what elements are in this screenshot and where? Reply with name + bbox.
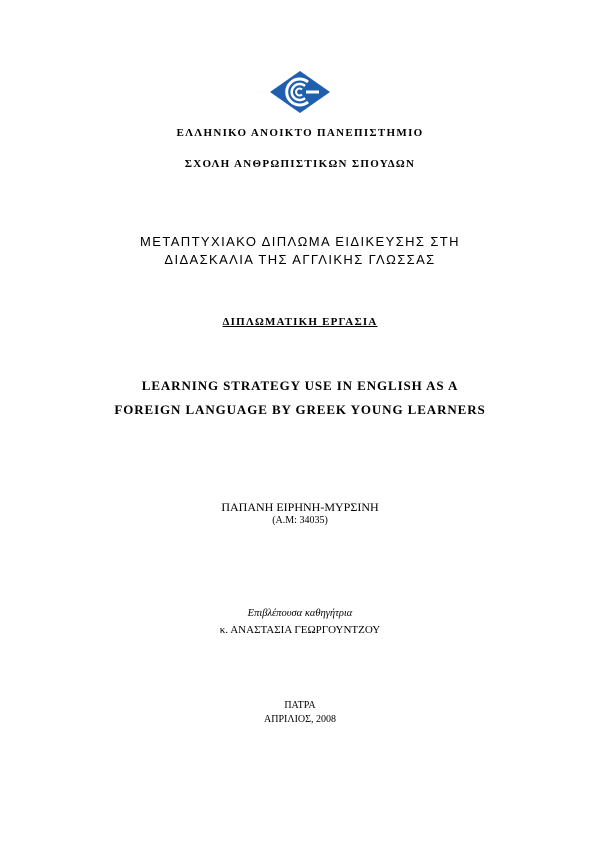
university-name: ΕΛΛΗΝΙΚΟ ΑΝΟΙΚΤΟ ΠΑΝΕΠΙΣΤΗΜΙΟ bbox=[176, 127, 424, 139]
submission-date: ΑΠΡΙΛΙΟΣ, 2008 bbox=[264, 714, 336, 725]
author-name: ΠΑΠΑΝΗ ΕΙΡΗΝΗ-ΜΥΡΣΙΝΗ bbox=[221, 500, 379, 514]
student-id: (Α.Μ: 34035) bbox=[272, 515, 328, 526]
program-title-line-2: ΔΙΔΑΣΚΑΛΙΑ ΤΗΣ ΑΓΓΛΙΚΗΣ ΓΛΩΣΣΑΣ bbox=[164, 252, 436, 267]
supervisor-role: Επιβλέπουσα καθηγήτρια bbox=[247, 608, 353, 619]
city: ΠΑΤΡΑ bbox=[284, 700, 316, 711]
supervisor-name: κ. ΑΝΑΣΤΑΣΙΑ ΓΕΩΡΓΟΥΝΤΖΟΥ bbox=[219, 624, 381, 636]
thesis-type: ΔΙΠΛΩΜΑΤΙΚΗ ΕΡΓΑΣΙΑ bbox=[222, 316, 378, 328]
university-logo-icon bbox=[269, 70, 331, 114]
thesis-title-line-2: FOREIGN LANGUAGE BY GREEK YOUNG LEARNERS bbox=[114, 402, 486, 417]
school-name: ΣΧΟΛΗ ΑΝΘΡΩΠΙΣΤΙΚΩΝ ΣΠΟΥΔΩΝ bbox=[184, 158, 416, 170]
thesis-title-line-1: LEARNING STRATEGY USE IN ENGLISH AS A bbox=[141, 378, 459, 393]
program-title-line-1: ΜΕΤΑΠΤΥΧΙΑΚΟ ΔΙΠΛΩΜΑ ΕΙΔΙΚΕΥΣΗΣ ΣΤΗ bbox=[140, 234, 460, 249]
